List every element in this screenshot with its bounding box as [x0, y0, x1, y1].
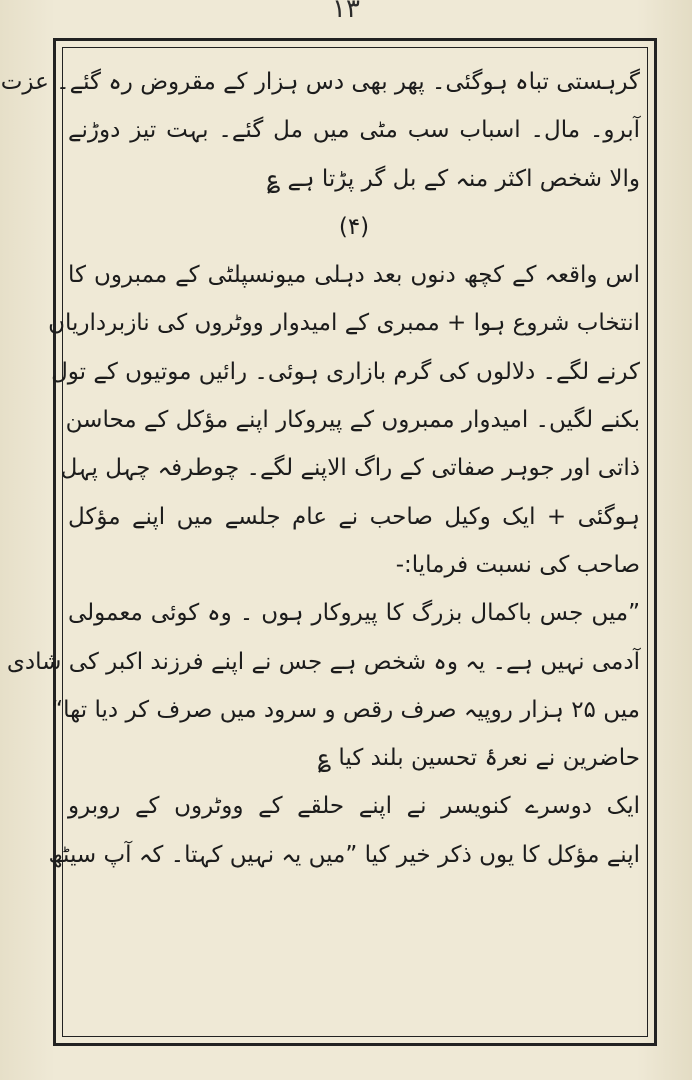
quote-line: میں ۲۵ ہزار روپیہ صرف رقص و سرود میں صرف کر دیا تھا“ [51, 696, 640, 723]
text-line: حاضرین نے نعرۂ تحسین بلند کیا ؏ [317, 745, 640, 772]
quote-line: آدمی نہیں ہے۔ یہ وہ شخص ہے جس نے اپنے فرزند اکبر کی شادی [6, 648, 640, 675]
text-line: کرنے لگے۔ دلالوں کی گرم بازاری ہوئی۔ رائیں موتیوں کے تول [51, 358, 640, 385]
text-line: ایک دوسرے کنویسر نے اپنے حلقے کے ووٹروں کے روبرو [68, 793, 640, 820]
text-line: بکنے لگیں۔ امیدوار ممبروں کے پیروکار اپنے مؤکل کے محاسن [65, 407, 640, 434]
text-line: ذاتی اور جوہر صفاتی کے راگ الاپنے لگے۔ چوطرفہ چہل پہل [60, 455, 640, 482]
urdu-text-body [0, 58, 640, 1028]
quote-line: ”میں جس باکمال بزرگ کا پیروکار ہوں ۔ وہ کوئی معمولی [68, 600, 640, 627]
text-line: ہوگئی + ایک وکیل صاحب نے عام جلسے میں اپنے مؤکل [68, 503, 640, 530]
text-line: گرہستی تباہ ہوگئی۔ پھر بھی دس ہزار کے مقروض رہ گئے۔ عزت [0, 69, 640, 95]
section-number: (۴) [338, 213, 370, 240]
text-line: اپنے مؤکل کا یوں ذکر خیر کیا ”میں یہ نہیں کہتا۔ کہ آپ سیٹھ [48, 841, 640, 868]
text-line: آبرو۔ مال۔ اسباب سب مٹی میں مل گئے۔ بہت تیز دوڑنے [68, 117, 640, 144]
text-line: والا شخص اکثر منہ کے بل گر پڑتا ہے ؏ [266, 165, 640, 192]
text-line: اس واقعہ کے کچھ دنوں بعد دہلی میونسپلٹی کے ممبروں کا [68, 262, 640, 289]
page-number: ۱۳ [332, 0, 360, 24]
text-line: صاحب کی نسبت فرمایا:- [395, 551, 640, 578]
text-line: انتخاب شروع ہوا + ممبری کے امیدوار ووٹروں کی نازبرداریاں [48, 310, 640, 337]
